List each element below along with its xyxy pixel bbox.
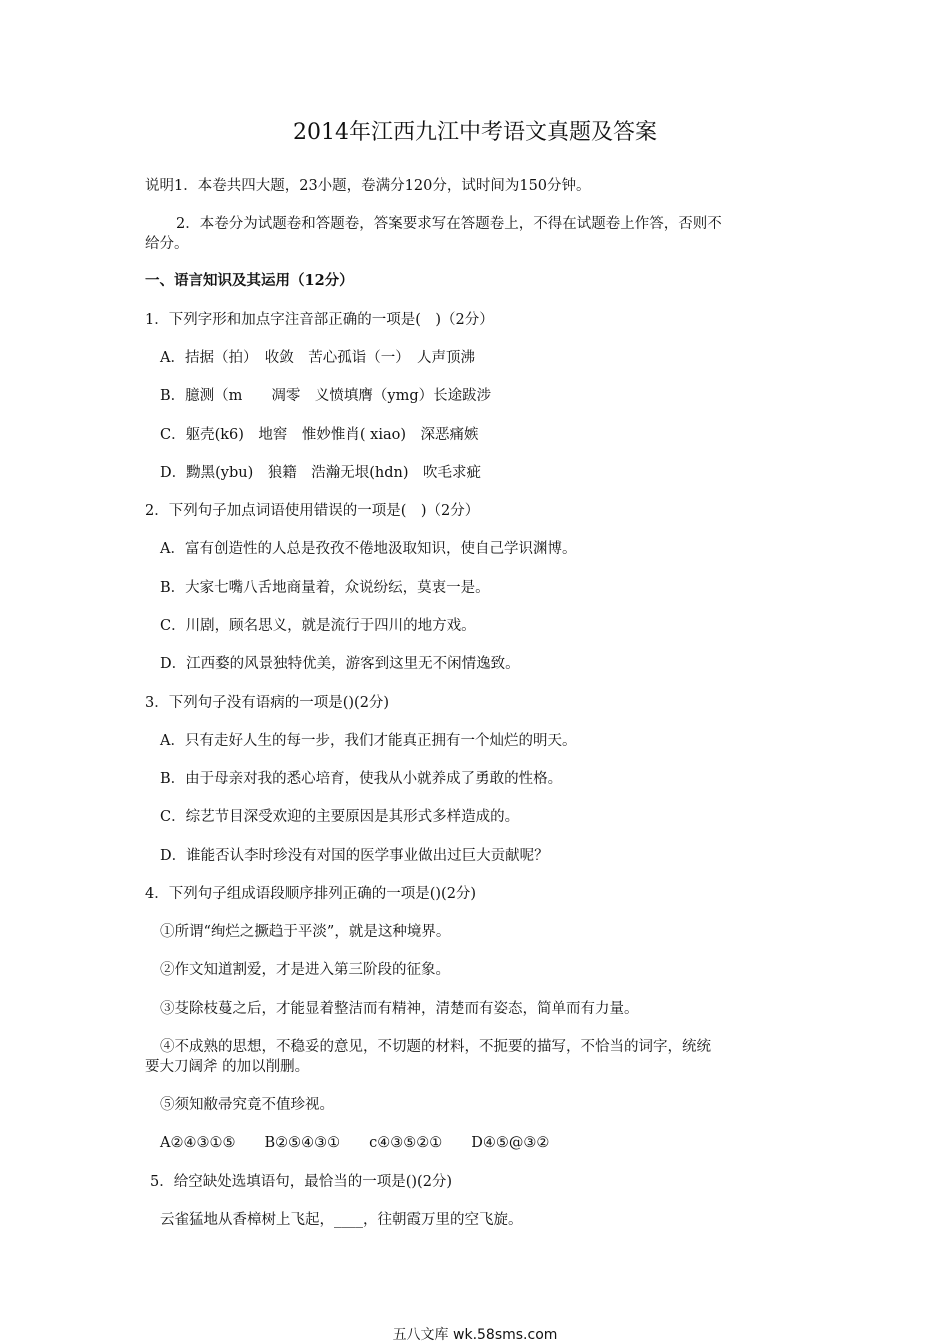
question-2-option-a: A．富有创造性的人总是孜孜不倦地汲取知识，使自己学识渊博。 <box>160 541 577 557</box>
question-5-stem: 5．给空缺处选填语句，最恰当的一项是()(2分) <box>150 1174 453 1190</box>
question-1-option-a: A．拮据（拍） 收敛 苦心孤诣（一） 人声顶沸 <box>160 350 475 366</box>
question-4-sentence-3: ③芟除枝蔓之后，才能显着整洁而有精神，清楚而有姿态，简单而有力量。 <box>160 1001 639 1017</box>
question-3-option-a: A．只有走好人生的每一步，我们才能真正拥有一个灿烂的明天。 <box>160 733 577 749</box>
question-3-option-c: C．综艺节目深受欢迎的主要原因是其形式多样造成的。 <box>160 809 520 825</box>
question-4-options: A②④③①⑤ B②⑤④③① c④③⑤②① D④⑤@③② <box>160 1135 550 1151</box>
notes-line-1: 说明1．本卷共四大题，23小题，卷满分120分，试时间为150分钟。 <box>145 178 591 194</box>
document-title: 2014年江西九江中考语文真题及答案 <box>293 120 657 145</box>
question-1-option-b: B．臆测（m 凋零 义愤填膺（ymg）长途跋涉 <box>160 388 492 404</box>
question-5-text: 云雀猛地从香樟树上飞起，____，往朝霞万里的空飞旋。 <box>160 1212 523 1228</box>
question-4-sentence-4: ④不成熟的思想，不稳妥的意见，不切题的材料，不扼要的描写，不恰当的词字，统统 <box>160 1039 711 1055</box>
question-2-option-b: B．大家七嘴八舌地商量着，众说纷纭，莫衷一是。 <box>160 580 490 596</box>
notes-line-2: 2．本卷分为试题卷和答题卷，答案要求写在答题卷上，不得在试题卷上作答，否则不 <box>176 216 722 232</box>
question-4-sentence-4-cont: 要大刀阔斧 的加以削删。 <box>145 1059 310 1075</box>
question-3-option-b: B．由于母亲对我的悉心培育，使我从小就养成了勇敢的性格。 <box>160 771 563 787</box>
notes-line-2-cont: 给分。 <box>145 236 189 252</box>
question-4-stem: 4．下列句子组成语段顺序排列正确的一项是()(2分) <box>145 886 477 902</box>
section-heading: 一、语言知识及其运用（12分） <box>145 272 354 289</box>
footer-watermark: 五八文库 wk.58sms.com <box>392 1327 558 1343</box>
question-2-stem: 2．下列句子加点词语使用错误的一项是( )（2分） <box>145 503 480 519</box>
question-3-stem: 3．下列句子没有语病的一项是()(2分) <box>145 695 390 711</box>
question-1-option-c: C．躯壳(k6) 地窖 惟妙惟肖( xiao) 深恶痛嫉 <box>160 427 479 443</box>
question-4-sentence-5: ⑤须知敝帚究竟不值珍视。 <box>160 1097 334 1113</box>
question-1-stem: 1．下列字形和加点字注音部正确的一项是( )（2分） <box>145 312 494 328</box>
question-2-option-c: C．川剧，顾名思义，就是流行于四川的地方戏。 <box>160 618 476 634</box>
question-4-sentence-1: ①所谓“绚烂之撅趋于平淡”，就是这种境界。 <box>160 924 451 940</box>
question-4-sentence-2: ②作文知道割爱，才是进入第三阶段的征象。 <box>160 962 450 978</box>
question-3-option-d: D．谁能否认李时珍没有对国的医学事业做出过巨大贡献呢？ <box>160 848 549 864</box>
question-2-option-d: D．江西婺的风景独特优美，游客到这里无不闲情逸致。 <box>160 656 520 672</box>
question-1-option-d: D．黝黑(ybu) 狼籍 浩瀚无垠(hdn) 吹毛求疵 <box>160 465 482 481</box>
